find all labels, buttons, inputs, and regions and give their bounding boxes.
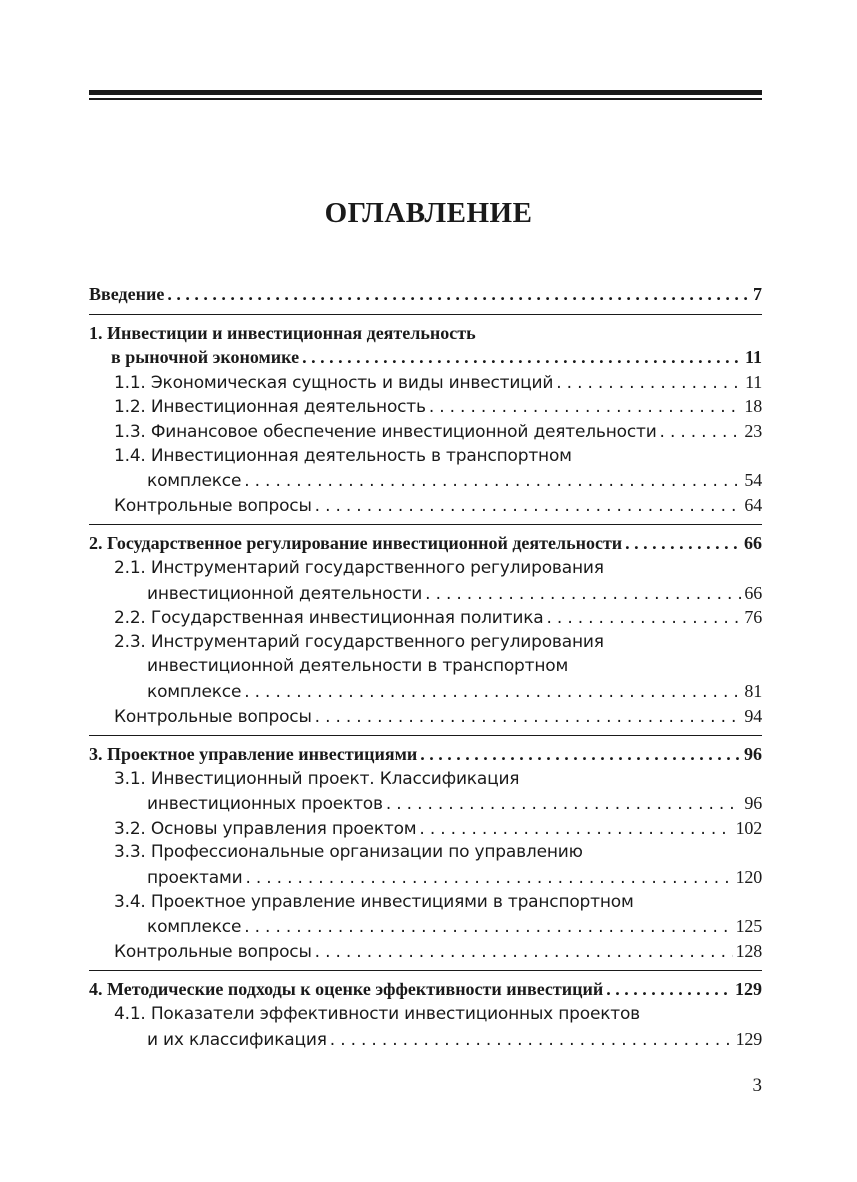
toc-page-number: 11 xyxy=(745,371,762,392)
toc-page-number: 18 xyxy=(744,396,762,417)
toc-entry-3-2[interactable] xyxy=(89,816,762,841)
toc-entry-title: Контрольные вопросы xyxy=(114,941,312,962)
toc-entry-title: 3. Проектное управление инвестициями xyxy=(89,744,418,765)
toc-leader-dots xyxy=(547,606,742,631)
toc-section-chapter-3 xyxy=(89,735,762,970)
toc-entry-3-1[interactable] xyxy=(89,767,762,792)
toc-chapter-title[interactable] xyxy=(89,977,762,1002)
toc-page-number: 129 xyxy=(735,979,762,1000)
toc-page-number: 96 xyxy=(744,744,762,765)
toc-entry-2-2[interactable] xyxy=(89,605,762,630)
toc-page-number: 128 xyxy=(735,940,762,961)
toc-page-number: 7 xyxy=(753,284,762,304)
toc-section-chapter-2 xyxy=(89,524,762,735)
toc-entry-title: 1.2. Инвестиционная деятельность xyxy=(114,397,426,418)
toc-leader-dots xyxy=(167,282,750,307)
toc-section-chapter-1 xyxy=(89,314,762,525)
toc-entry-title: 2.1. Инструментарий государственного регулирования xyxy=(114,557,604,578)
toc-entry-title: 1.4. Инвестиционная деятельность в транспортном xyxy=(114,445,572,466)
toc-leader-dots xyxy=(419,817,732,842)
toc-page-number: 76 xyxy=(744,607,762,628)
toc-entry-title: инвестиционной деятельности xyxy=(147,583,423,604)
toc-leader-dots xyxy=(625,531,741,556)
toc-entry-3-3-cont[interactable] xyxy=(89,865,762,890)
toc-leader-dots xyxy=(660,420,742,445)
toc-entry-1-1[interactable] xyxy=(89,370,762,395)
page-title: ОГЛАВЛЕНИЕ xyxy=(324,197,533,229)
toc-page-number: 11 xyxy=(744,347,762,368)
toc-entry-title: инвестиционной деятельности в транспортном xyxy=(147,656,569,677)
header-rule-thin xyxy=(89,98,762,100)
toc-entry-2-questions[interactable] xyxy=(89,704,762,729)
toc-entry-4-1[interactable] xyxy=(89,1002,762,1027)
toc-chapter-title[interactable] xyxy=(89,321,762,346)
toc-section-chapter-4 xyxy=(89,970,762,1058)
page-number: 3 xyxy=(752,1075,762,1096)
toc-entry-2-1[interactable] xyxy=(89,556,762,581)
toc-leader-dots xyxy=(386,792,742,817)
toc-chapter-title[interactable] xyxy=(89,742,762,767)
toc-entry-1-questions[interactable] xyxy=(89,493,762,518)
toc-entry-intro[interactable] xyxy=(89,282,762,307)
toc-entry-3-3[interactable] xyxy=(89,840,762,865)
toc-page-number: 94 xyxy=(744,705,762,726)
toc-leader-dots xyxy=(244,915,732,940)
toc-entry-2-3[interactable] xyxy=(89,630,762,655)
toc-page-number: 125 xyxy=(735,916,762,937)
toc-leader-dots xyxy=(315,705,742,730)
toc-chapter-title[interactable] xyxy=(89,531,762,556)
toc-entry-title: Контрольные вопросы xyxy=(114,706,312,727)
toc-section-intro xyxy=(89,276,762,314)
toc-entry-title: 2.3. Инструментарий государственного регулирования xyxy=(114,631,604,652)
toc-entry-title: 4.1. Показатели эффективности инвестиционных проектов xyxy=(114,1004,640,1025)
toc-entry-2-3-cont2[interactable] xyxy=(89,679,762,704)
toc-entry-title: инвестиционных проектов xyxy=(147,794,383,815)
toc-page-number: 129 xyxy=(735,1028,762,1049)
toc-entry-1-4[interactable] xyxy=(89,444,762,469)
toc-leader-dots xyxy=(330,1028,733,1053)
toc-entry-2-3-cont[interactable] xyxy=(89,654,762,679)
toc-page-number: 120 xyxy=(735,867,762,888)
toc-entry-title: и их классификация xyxy=(147,1029,327,1050)
toc-entry-title: 3.2. Основы управления проектом xyxy=(114,818,417,839)
toc-leader-dots xyxy=(244,469,741,494)
toc-page-number: 96 xyxy=(744,793,762,814)
toc-entry-title: комплексе xyxy=(147,681,242,702)
toc-entry-title: 3.4. Проектное управление инвестициями в транспортном xyxy=(114,891,634,912)
toc-entry-title: комплексе xyxy=(147,917,242,938)
toc-entry-3-4[interactable] xyxy=(89,890,762,915)
toc-chapter-title-cont[interactable] xyxy=(89,345,762,370)
toc-entry-title: проектами xyxy=(147,868,243,889)
toc-entry-1-4-cont[interactable] xyxy=(89,468,762,493)
toc-entry-title: 1. Инвестиции и инвестиционная деятельность xyxy=(89,322,476,343)
toc-leader-dots xyxy=(420,742,741,767)
toc-entry-title: 2.2. Государственная инвестиционная политика xyxy=(114,608,544,629)
toc-entry-title: 2. Государственное регулирование инвестиционной деятельности xyxy=(89,533,623,554)
toc-entry-3-1-cont[interactable] xyxy=(89,791,762,816)
toc-entry-title: Введение xyxy=(89,284,165,304)
toc-page-number: 66 xyxy=(744,533,762,554)
toc-leader-dots xyxy=(556,371,742,396)
toc-page-number: 54 xyxy=(744,470,762,491)
toc-entry-1-3[interactable] xyxy=(89,419,762,444)
toc-page-number: 64 xyxy=(744,494,762,515)
toc-entry-3-questions[interactable] xyxy=(89,939,762,964)
table-of-contents xyxy=(89,276,762,1058)
header-rule-thick xyxy=(89,90,762,95)
toc-leader-dots xyxy=(245,866,732,891)
toc-entry-title: 3.3. Профессиональные организации по управлению xyxy=(114,842,583,863)
toc-page-number: 66 xyxy=(744,582,762,603)
toc-page-number: 81 xyxy=(744,680,762,701)
toc-entry-3-4-cont[interactable] xyxy=(89,914,762,939)
toc-page-number: 23 xyxy=(744,420,762,441)
toc-entry-title: Контрольные вопросы xyxy=(114,495,312,516)
toc-leader-dots xyxy=(429,395,742,420)
toc-entry-2-1-cont[interactable] xyxy=(89,581,762,606)
toc-leader-dots xyxy=(315,494,742,519)
toc-entry-4-1-cont[interactable] xyxy=(89,1027,762,1052)
toc-leader-dots xyxy=(425,582,741,607)
toc-entry-1-2[interactable] xyxy=(89,394,762,419)
toc-leader-dots xyxy=(606,977,732,1002)
toc-entry-title: 1.3. Финансовое обеспечение инвестиционной деятельности xyxy=(114,421,657,442)
toc-leader-dots xyxy=(244,680,741,705)
toc-leader-dots xyxy=(302,345,742,370)
toc-entry-title: 4. Методические подходы к оценке эффективности инвестиций xyxy=(89,979,604,1000)
toc-entry-title: 3.1. Инвестиционный проект. Классификация xyxy=(114,768,520,789)
toc-page-number: 102 xyxy=(735,817,762,838)
toc-leader-dots xyxy=(315,940,733,965)
toc-entry-title: 1.1. Экономическая сущность и виды инвестиций xyxy=(114,372,554,393)
toc-entry-title: комплексе xyxy=(147,471,242,492)
toc-entry-title: в рыночной экономике xyxy=(111,347,300,368)
